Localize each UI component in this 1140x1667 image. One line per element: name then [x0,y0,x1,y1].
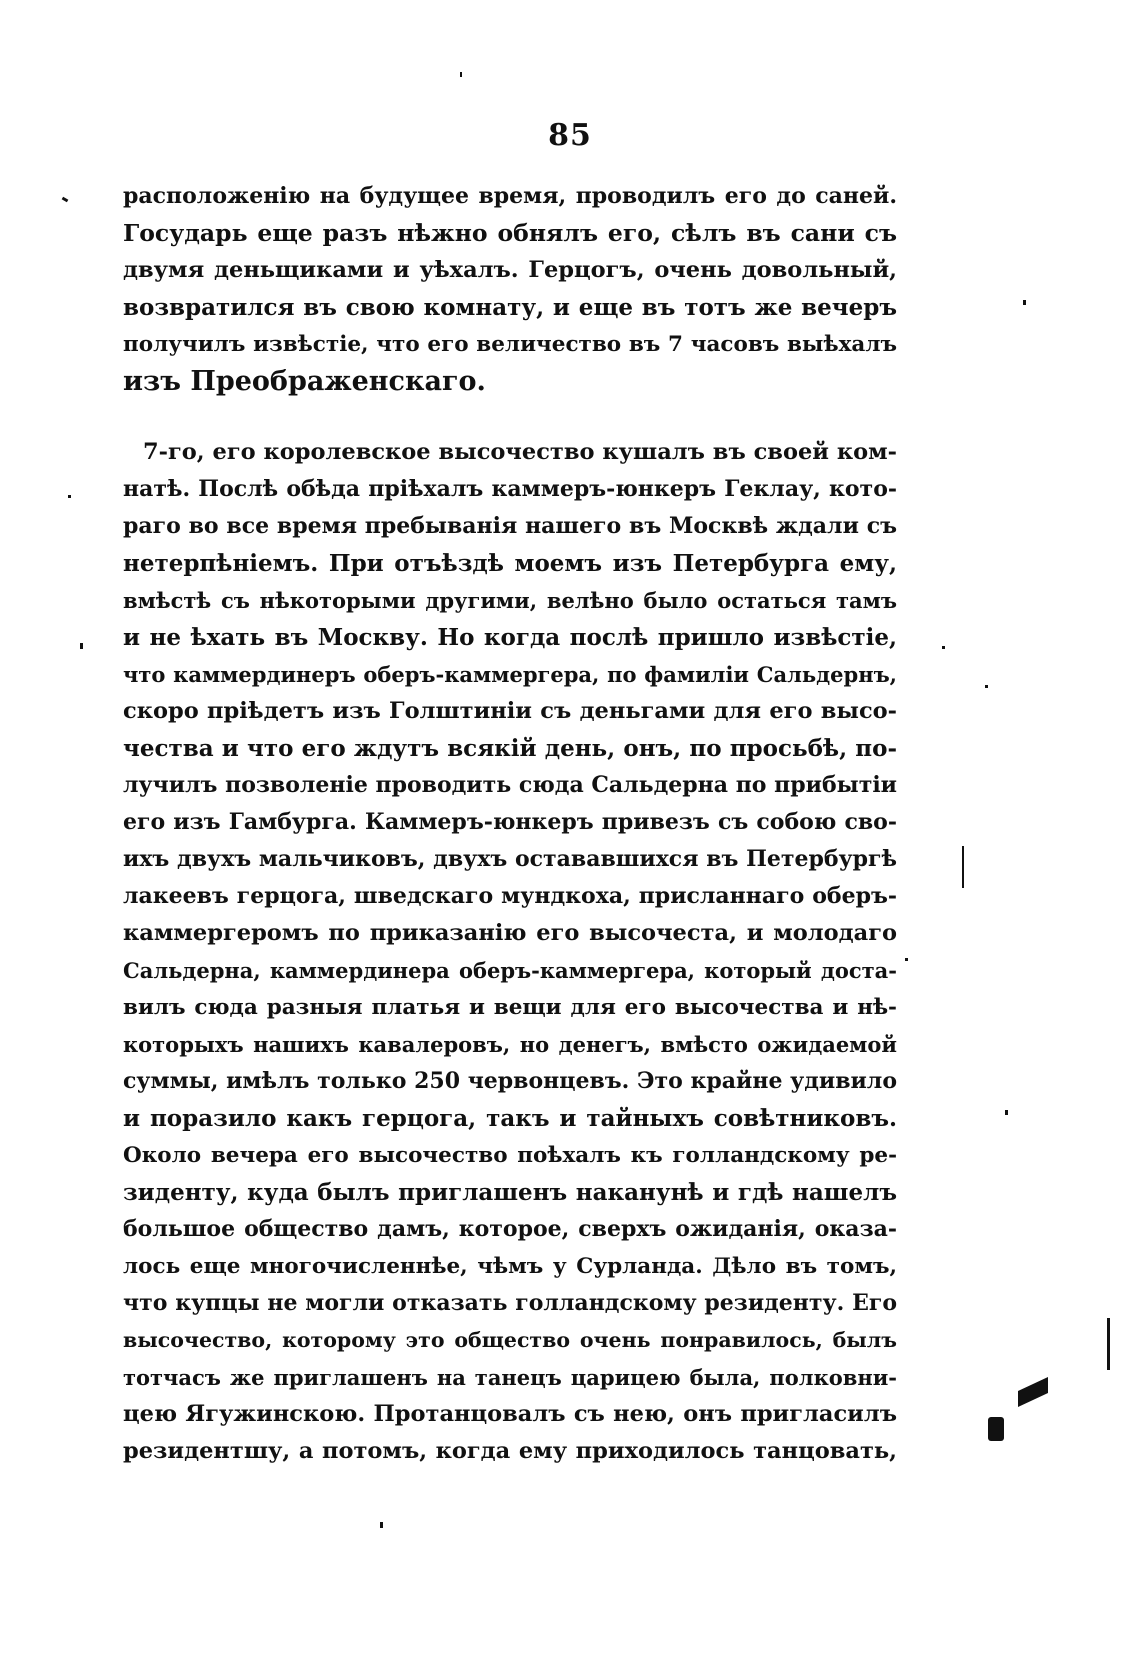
text-column [123,178,897,1470]
text-line: чества и что его ждутъ всякій день, онъ, по просьбѣ, по- [123,735,897,762]
text-line: расположенію на будущее время, проводилъ его до саней. [123,183,897,209]
text-line: двумя деньщиками и уѣхалъ. Герцогъ, очень довольный, [123,257,897,283]
paragraph-2 [123,434,897,1470]
text-line: суммы, имѣлъ только 250 червонцевъ. Это крайне удивило [123,1068,897,1094]
text-line: лакеевъ герцога, шведскаго мундкоха, присланнаго оберъ- [123,883,897,909]
text-line: Сальдерна, каммердинера оберъ-каммергера, который доста- [123,958,897,983]
scan-speck [905,958,908,961]
text-line: лось еще многочисленнѣе, чѣмъ у Сурланда. Дѣло въ томъ, [123,1254,897,1279]
scan-speck [985,685,988,688]
scan-speck [380,1522,383,1528]
paragraph-1 [123,178,897,400]
text-line: натѣ. Послѣ обѣда пріѣхалъ каммеръ-юнкеръ Геклау, кото- [123,476,897,502]
scan-speck [942,646,945,649]
text-line: ихъ двухъ мальчиковъ, двухъ остававшихся въ Петербургѣ [123,846,897,872]
text-line: что купцы не могли отказать голландскому резиденту. Его [123,1290,897,1316]
text-line: и не ѣхать въ Москву. Но когда послѣ пришло извѣстіе, [123,624,897,651]
text-line: резидентшу, а потомъ, когда ему приходилось танцовать, [123,1438,897,1464]
scan-speck [1023,300,1026,305]
text-line: нетерпѣніемъ. При отъѣздѣ моемъ изъ Петербурга ему, [123,550,897,577]
text-line: Государь еще разъ нѣжно обнялъ его, сѣлъ въ сани съ [123,219,897,247]
scan-speck [1005,1110,1008,1115]
text-line: большое общество дамъ, которое, сверхъ ожиданія, оказа- [123,1216,897,1242]
text-line: и поразило какъ герцога, такъ и тайныхъ совѣтниковъ. [123,1105,897,1132]
text-line: зиденту, куда былъ приглашенъ наканунѣ и гдѣ нашелъ [123,1179,897,1206]
text-line: получилъ извѣстіе, что его величество въ 7 часовъ выѣхалъ [123,332,897,357]
text-line: его изъ Гамбурга. Каммеръ-юнкеръ привезъ съ собою сво- [123,809,897,835]
scan-speck [962,846,964,888]
text-line: изъ Преображенскаго. [123,366,486,397]
scan-speck [460,72,462,77]
scan-speck [80,643,83,649]
text-line: 7-го, его королевское высочество кушалъ въ своей ком- [143,439,897,465]
text-line: что каммердинеръ оберъ-каммергера, по фамиліи Сальдернъ, [123,662,897,687]
text-line: скоро пріѣдетъ изъ Голштиніи съ деньгами для его высо- [123,698,897,724]
text-line: лучилъ позволеніе проводить сюда Сальдерна по прибытіи [123,772,897,798]
scan-blot [988,1417,1004,1441]
page-number: 85 [548,118,592,153]
scan-blot [1018,1377,1048,1407]
text-line: цею Ягужинскою. Протанцовалъ съ нею, онъ пригласилъ [123,1401,897,1427]
text-line: высочество, которому это общество очень понравилось, былъ [123,1328,897,1352]
text-line: вмѣстѣ съ нѣкоторыми другими, велѣно было остаться тамъ [123,588,897,613]
text-line: Около вечера его высочество поѣхалъ къ голландскому ре- [123,1143,897,1168]
text-line: раго во все время пребыванія нашего въ Москвѣ ждали съ [123,513,897,539]
text-line: вилъ сюда разныя платья и вещи для его высочества и нѣ- [123,995,897,1020]
scan-speck [68,495,71,498]
scan-speck [62,197,69,203]
paragraph-gap [123,400,897,434]
text-line: тотчасъ же приглашенъ на танецъ царицею была, полковни- [123,1365,897,1390]
text-line: которыхъ нашихъ кавалеровъ, но денегъ, вмѣсто ожидаемой [123,1032,897,1057]
text-line: каммергеромъ по приказанію его высочеста, и молодаго [123,920,897,946]
text-line: возвратился въ свою комнату, и еще въ тотъ же вечеръ [123,294,897,321]
scan-speck [1107,1318,1110,1370]
